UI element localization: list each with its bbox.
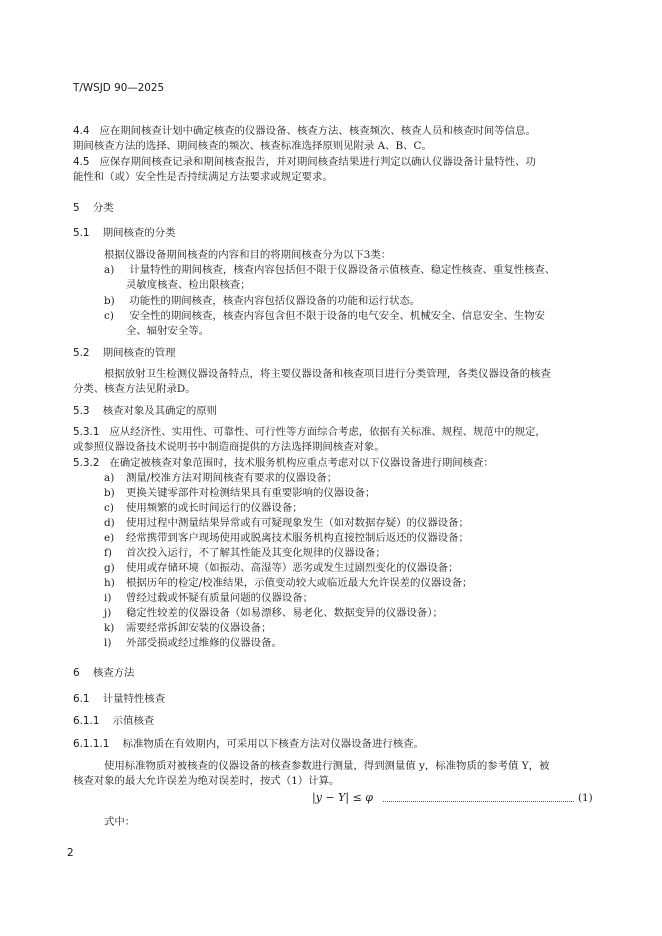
list-text: 功能性的期间核查，核查内容包括仪器设备的功能和运行状态。 (129, 295, 421, 307)
list-item (104, 263, 555, 277)
clause-number: 5.3.1 (73, 426, 100, 438)
clause-5-3-1 (73, 425, 546, 439)
list-text: 使用频繁的或长时间运行的仪器设备； (126, 502, 303, 514)
paragraph: 使用标准物质对被核查的仪器设备的核查参数进行测量，得到测量值 y，标准物质的参考值 Y，被 (104, 760, 550, 772)
list-marker: i) (104, 592, 112, 604)
section-title: 核查方法 (92, 667, 135, 679)
list-marker: h) (104, 577, 115, 589)
clause-5-3-1-line2: 或参照仪器设备技术说明书中制造商提供的方法选择期间核查对象。 (73, 441, 385, 453)
section-5-heading (73, 201, 114, 215)
list-marker: a) (104, 472, 115, 484)
document-code: T/WSJD 90—2025 (73, 82, 165, 94)
clause-4-4-line2: 期间核查方法的选择、期间核查的频次、核查标准选择原则见附录 A、B、C。 (73, 140, 432, 152)
section-title: 示值核查 (112, 715, 155, 727)
section-number: 6 (73, 667, 80, 679)
clause-number: 4.5 (73, 156, 90, 168)
list-marker: c) (104, 310, 114, 322)
list-marker: j) (104, 607, 112, 619)
clause-number: 5.3.2 (73, 457, 100, 469)
section-5-2-text-2: 分类、核查方法见附录D。 (73, 383, 196, 395)
list-marker: k) (104, 622, 115, 634)
section-6-1-1-heading (73, 714, 154, 728)
list-text: 使用过程中测量结果异常或有可疑现象发生（如对数据存疑）的仪器设备； (126, 517, 469, 529)
list-item (104, 606, 443, 620)
list-text: 首次投入运行，不了解其性能及其变化规律的仪器设备； (126, 547, 386, 559)
list-item (104, 486, 375, 500)
section-6-heading (73, 666, 134, 680)
section-5-2-text: 根据放射卫生检测仪器设备特点，将主要仪器设备和核查项目进行分类管理，各类仪器设备的核查 (104, 368, 551, 380)
list-item-cont: 灵敏度核查、检出限核查； (126, 279, 251, 291)
clause-5-3-2 (73, 456, 494, 470)
section-5-1-heading (73, 226, 175, 240)
clause-number: 4.4 (73, 125, 90, 137)
list-text: 经常携带到客户现场使用或脱离技术服务机构直接控制后返还的仪器设备； (126, 532, 469, 544)
list-text: 曾经过载或怀疑有质量问题的仪器设备； (126, 592, 314, 604)
list-marker: a) (104, 264, 115, 276)
list-text: 根据历年的检定/校准结果，示值变动较大或临近最大允许误差的仪器设备； (126, 577, 473, 589)
clause-4-5 (73, 155, 536, 169)
list-item (104, 471, 337, 485)
section-6-1-heading (73, 692, 165, 706)
clause-4-4 (73, 124, 536, 138)
formula: |y − Y| ≤ φ (312, 791, 374, 804)
clause-text: 应从经济性、实用性、可靠性、可行性等方面综合考虑，依据有关标准、规程、规范中的规定， (109, 426, 546, 438)
section-title: 期间核查的分类 (102, 227, 176, 239)
section-number: 5.3 (73, 405, 90, 417)
list-marker: f) (104, 547, 112, 559)
list-item (104, 591, 313, 605)
list-marker: d) (104, 517, 115, 529)
clause-text: 在确定被核查对象范围时，技术服务机构应重点考虑对以下仪器设备进行期间核查： (109, 457, 494, 469)
list-text: 测量/校准方法对期间核查有要求的仪器设备； (126, 472, 338, 484)
list-item (104, 516, 469, 530)
section-title: 核查对象及其确定的原则 (102, 405, 218, 417)
section-number: 5.1 (73, 227, 90, 239)
list-item-cont: 全、辐射安全等。 (126, 325, 210, 337)
list-item (104, 576, 472, 590)
list-item (104, 561, 459, 575)
leader-dots (383, 791, 574, 802)
list-text: 计量特性的期间核查，核查内容包括但不限于仪器设备示值核查、稳定性核查、重复性核查、 (129, 264, 556, 276)
list-marker: l) (104, 637, 112, 649)
list-text: 外部受损或经过维修的仪器设备。 (126, 637, 282, 649)
clause-6-1-1-1 (73, 737, 424, 751)
list-text: 更换关键零部件对检测结果具有重要影响的仪器设备； (126, 487, 376, 499)
section-number: 5 (73, 202, 80, 214)
list-text: 需要经常拆卸安装的仪器设备； (126, 622, 272, 634)
clause-4-5-line2: 能性和（或）安全性是否持续满足方法要求或规定要求。 (73, 171, 333, 183)
section-title: 期间核查的管理 (102, 347, 176, 359)
section-title: 计量特性核查 (102, 693, 166, 705)
list-text: 稳定性较差的仪器设备（如易漂移、易老化、数据变异的仪器设备）； (126, 607, 443, 619)
section-title: 分类 (92, 202, 114, 214)
list-item (104, 546, 386, 560)
list-marker: g) (104, 562, 115, 574)
paragraph-cont: 核查对象的最大允许误差为绝对误差时，按式（1）计算。 (73, 775, 340, 787)
list-item (104, 501, 303, 515)
clause-text: 应在期间核查计划中确定核查的仪器设备、核查方法、核查频次、核查人员和核查时间等信息。 (99, 125, 536, 137)
list-marker: c) (104, 502, 114, 514)
section-5-3-heading (73, 404, 217, 418)
section-number: 5.2 (73, 347, 90, 359)
list-marker: b) (104, 295, 115, 307)
section-5-2-heading (73, 346, 175, 360)
clause-text: 标准物质在有效期内，可采用以下核查方法对仪器设备进行核查。 (122, 738, 424, 750)
clause-text: 应保存期间核查记录和期间核查报告，并对期间核查结果进行判定以确认仪器设备计量特性、功 (99, 156, 536, 168)
clause-number: 6.1.1.1 (73, 738, 110, 750)
section-number: 6.1.1 (73, 715, 100, 727)
equation-number: (1) (578, 792, 593, 804)
list-item (104, 309, 545, 323)
list-item (104, 531, 469, 545)
list-item (104, 636, 282, 650)
list-marker: e) (104, 532, 115, 544)
section-number: 6.1 (73, 693, 90, 705)
where-label: 式中： (104, 816, 136, 828)
list-item (104, 621, 271, 635)
section-5-1-intro: 根据仪器设备期间核查的内容和目的将期间核查分为以下3类： (104, 249, 392, 261)
list-text: 使用或存储环境（如振动、高湿等）恶劣或发生过剧烈变化的仪器设备； (126, 562, 459, 574)
list-item (104, 294, 420, 308)
list-text: 安全性的期间核查，核查内容包含但不限于设备的电气安全、机械安全、信息安全、生物安 (129, 310, 545, 322)
page-number: 2 (67, 847, 74, 859)
list-marker: b) (104, 487, 115, 499)
